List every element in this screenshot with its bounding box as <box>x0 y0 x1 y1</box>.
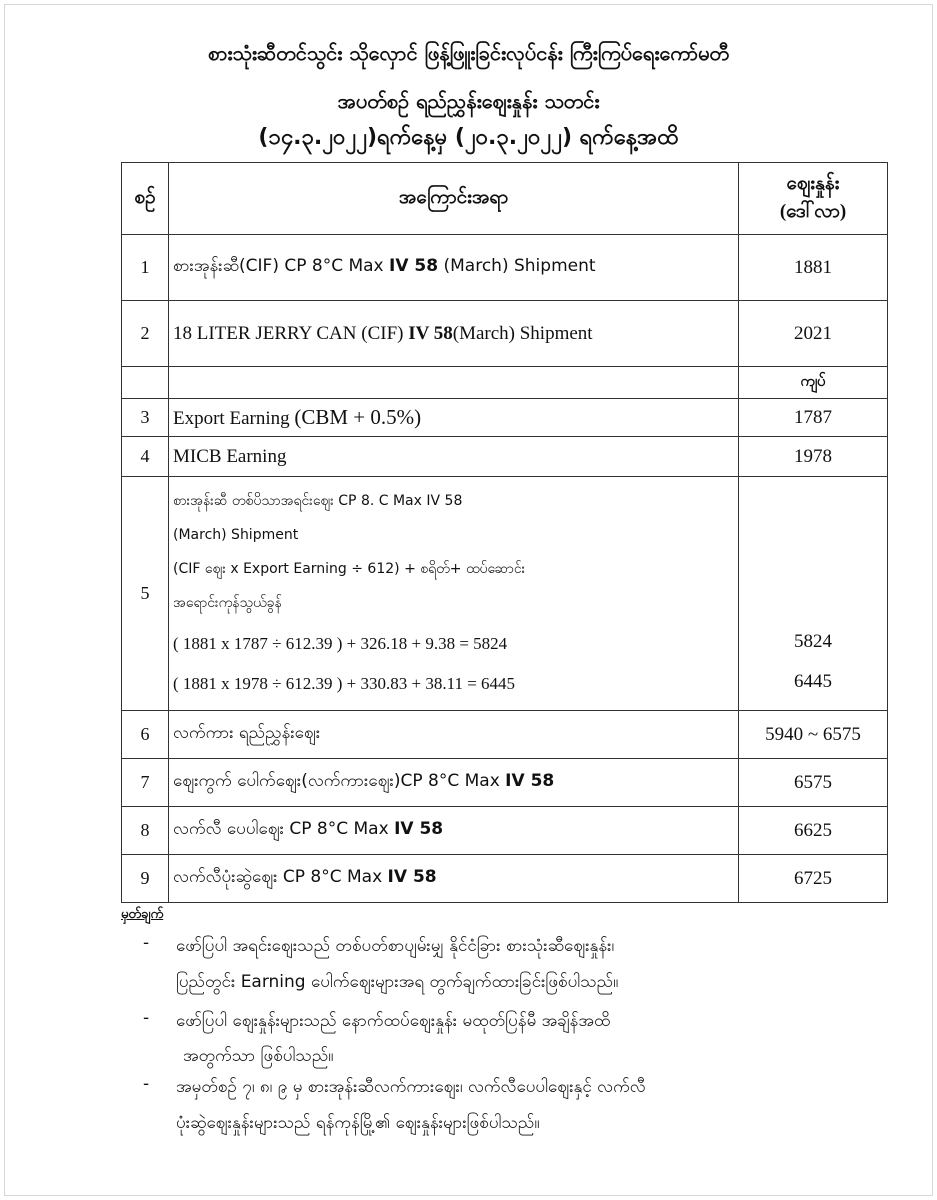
row-5-line-2: (March) Shipment <box>173 526 299 543</box>
notes-heading: မှတ်ချက် <box>121 907 164 922</box>
row-9-desc-text: လက်လီပုံးဆွဲဈေး CP 8°C Max <box>173 867 388 887</box>
row-7-no: 7 <box>122 759 169 807</box>
note-line-3: ဖော်ပြပါ ဈေးနှုန်းများသည် နောက်ထပ်ဈေးနှုန်း မထုတ်ပြန်မီ အချိန်အထိ <box>176 1011 611 1031</box>
note-line-2: ပြည်တွင်း Earning ပေါက်ဈေးများအရ တွက်ချက်ထားခြင်းဖြစ်ပါသည်။ <box>176 972 619 992</box>
row-4-price: 1978 <box>739 437 888 477</box>
table-row <box>122 477 888 711</box>
row-unit-no <box>122 367 169 399</box>
price-table <box>121 162 888 903</box>
row-5-formula-1: ( 1881 x 1787 ÷ 612.39 ) + 326.18 + 9.38 = 5824 <box>173 633 508 653</box>
note-line-5: အမှတ်စဉ် ၇၊ ၈၊ ၉ မှ စားအုန်းဆီလက်ကားဈေး၊ လက်လီပေပါဈေးနှင့် လက်လီ <box>176 1077 646 1097</box>
table-row <box>122 855 888 903</box>
row-5-price-1: 5824 <box>794 631 832 652</box>
row-6-desc: လက်ကား ရည်ညွှန်းဈေး <box>169 711 739 759</box>
table-row <box>122 759 888 807</box>
row-9-no: 9 <box>122 855 169 903</box>
row-9-desc <box>169 855 739 903</box>
row-6-no: 6 <box>122 711 169 759</box>
row-5-line-1: စားအုန်းဆီ တစ်ပိသာအရင်းဈေး CP 8. C Max IV 58 <box>173 492 463 509</box>
row-4-no: 4 <box>122 437 169 477</box>
header-price <box>739 163 888 235</box>
title-line-1: စားသုံးဆီတင်သွင်း သိုလှောင် ဖြန့်ဖြူးခြင်းလုပ်ငန်း ကြီးကြပ်ရေးကော်မတီ <box>207 41 730 65</box>
row-2-price: 2021 <box>739 301 888 367</box>
row-7-desc-bold: IV 58 <box>505 771 555 791</box>
note-1-dash: - <box>143 933 150 953</box>
row-5-formula-2: ( 1881 x 1978 ÷ 612.39 ) + 330.83 + 38.11 = 6445 <box>173 673 516 693</box>
row-8-desc-text: လက်လီ ပေပါဈေး CP 8°C Max <box>173 819 395 839</box>
row-3-no: 3 <box>122 399 169 437</box>
row-4-desc: MICB Earning <box>169 437 739 477</box>
header-desc: အကြောင်းအရာ <box>169 163 739 235</box>
row-7-price: 6575 <box>739 759 888 807</box>
row-unit-desc <box>169 367 739 399</box>
table-header-row <box>122 163 888 235</box>
row-1-no: 1 <box>122 235 169 301</box>
table-row <box>122 301 888 367</box>
row-3-desc <box>169 399 739 437</box>
note-line-6: ပုံးဆွဲဈေးနှုန်းများသည် ရန်ကုန်မြို့၏ ဈေးနှုန်းများဖြစ်ပါသည်။ <box>176 1113 540 1133</box>
row-1-desc-bold: IV 58 <box>389 256 439 276</box>
row-1-price: 1881 <box>739 235 888 301</box>
row-3-desc-post: (CBM + 0.5%) <box>294 405 422 429</box>
row-3-desc-text: Export Earning <box>173 408 295 429</box>
row-1-desc-post: (March) Shipment <box>438 256 596 276</box>
row-5-line-4: အရောင်းကုန်သွယ်ခွန် <box>173 594 282 611</box>
row-7-desc <box>169 759 739 807</box>
row-5-desc <box>169 477 739 711</box>
row-8-desc <box>169 807 739 855</box>
row-1-desc-text: စားအုန်းဆီ(CIF) CP 8°C Max <box>173 256 390 276</box>
table-row <box>122 807 888 855</box>
unit-label: ကျပ် <box>739 367 888 399</box>
table-row <box>122 437 888 477</box>
table-row <box>122 235 888 301</box>
row-2-desc <box>169 301 739 367</box>
row-7-desc-text: ဈေးကွက် ပေါက်ဈေး(လက်ကားဈေး)CP 8°C Max <box>173 771 506 791</box>
table-row <box>122 367 888 399</box>
title-line-2: အပတ်စဉ် ရည်ညွှန်းဈေးနှုန်း သတင်း <box>337 89 600 113</box>
row-5-price-2: 6445 <box>794 671 832 692</box>
row-8-price: 6625 <box>739 807 888 855</box>
row-2-desc-post: (March) Shipment <box>452 322 593 344</box>
row-8-desc-bold: IV 58 <box>394 819 444 839</box>
note-line-1: ဖော်ပြပါ အရင်းဈေးသည် တစ်ပတ်စာပျမ်းမျှ နိုင်ငံခြား စားသုံးဆီဈေးနှုန်း၊ <box>176 936 615 956</box>
title-line-3: (၁၄.၃.၂၀၂၂)ရက်နေ့မှ (၂၀.၃.၂၀၂၂) ရက်နေ့အထိ <box>258 125 679 150</box>
header-no: စဉ် <box>122 163 169 235</box>
row-8-no: 8 <box>122 807 169 855</box>
row-2-desc-bold: IV 58 <box>408 322 453 344</box>
table-row <box>122 711 888 759</box>
note-2-dash: - <box>143 1008 150 1028</box>
row-3-price: 1787 <box>739 399 888 437</box>
row-2-no: 2 <box>122 301 169 367</box>
row-5-no: 5 <box>122 477 169 711</box>
row-9-price: 6725 <box>739 855 888 903</box>
header-price-line1: ဈေးနှုန်း <box>786 172 840 194</box>
header-price-line2: (ဒေါ်လာ) <box>779 200 847 222</box>
row-9-desc-bold: IV 58 <box>387 867 437 887</box>
row-5-price <box>739 477 888 711</box>
note-line-4: အတွက်သာ ဖြစ်ပါသည်။ <box>183 1046 334 1066</box>
row-6-price: 5940 ~ 6575 <box>739 711 888 759</box>
row-1-desc <box>169 235 739 301</box>
row-5-line-3: (CIF ဈေး x Export Earning ÷ 612) + စရိတ်+ ထပ်ဆောင်း <box>173 560 526 577</box>
row-2-desc-text: 18 LITER JERRY CAN (CIF) <box>173 322 409 344</box>
table-row <box>122 399 888 437</box>
note-3-dash: - <box>143 1074 150 1094</box>
